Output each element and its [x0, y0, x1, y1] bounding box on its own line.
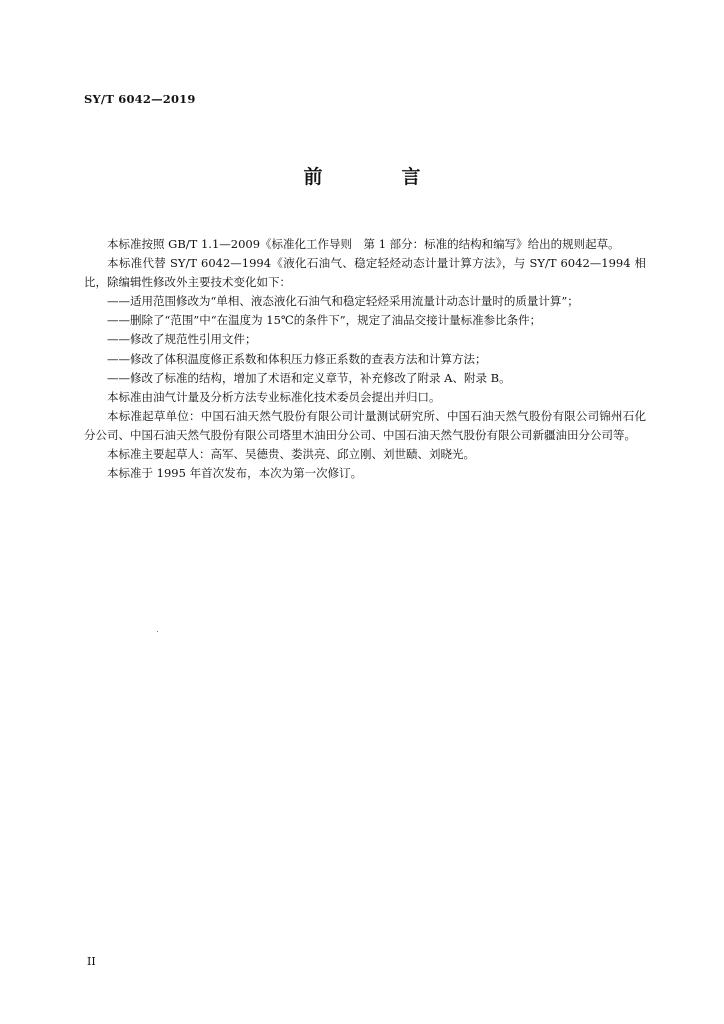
paragraph-history: 本标准于 1995 年首次发布，本次为第一次修订。: [107, 466, 363, 481]
change-item-references: ——修改了规范性引用文件；: [107, 332, 257, 347]
paragraph-drafters: 本标准主要起草人：高军、吴德贵、娄洪亮、邱立刚、刘世赜、刘晓光。: [107, 447, 475, 462]
change-item-structure: ——修改了标准的结构，增加了术语和定义章节，补充修改了附录 A、附录 B。: [107, 370, 511, 385]
scan-dot: [157, 631, 158, 632]
change-item-scope: ——适用范围修改为“单相、液态液化石油气和稳定轻烃采用流量计动态计量时的质量计算”；: [107, 294, 579, 309]
standard-code-header: SY/T 6042—2019: [84, 92, 196, 106]
change-item-correction-factors: ——修改了体积温度修正系数和体积压力修正系数的查表方法和计算方法；: [107, 351, 487, 366]
paragraph-drafting-units: 本标准起草单位：中国石油天然气股份有限公司计量测试研究所、中国石油天然气股份有限公司锦州石化分公司、中国石油天然气股份有限公司塔里木油田分公司、中国石油天然气股份有限公司新疆油田分公司等。: [84, 408, 646, 442]
paragraph-proposer: 本标准由油气计量及分析方法专业标准化技术委员会提出并归口。: [107, 389, 441, 404]
page-number: II: [87, 955, 96, 968]
paragraph-replacement: 本标准代替 SY/T 6042—1994《液化石油气、稳定轻烃动态计量计算方法》，与 SY/T 6042—1994 相比，除编辑性修改外主要技术变化如下：: [84, 256, 646, 290]
paragraph-drafting-rules: 本标准按照 GB/T 1.1—2009《标准化工作导则 第 1 部分：标准的结构和编写》给出的规则起草。: [107, 237, 620, 251]
page-title: 前 言: [303, 166, 451, 188]
foreword-body: [84, 235, 646, 483]
change-item-temperature: ——删除了“范围”中“在温度为 15℃的条件下”，规定了油品交接计量标准参比条件；: [107, 313, 542, 328]
